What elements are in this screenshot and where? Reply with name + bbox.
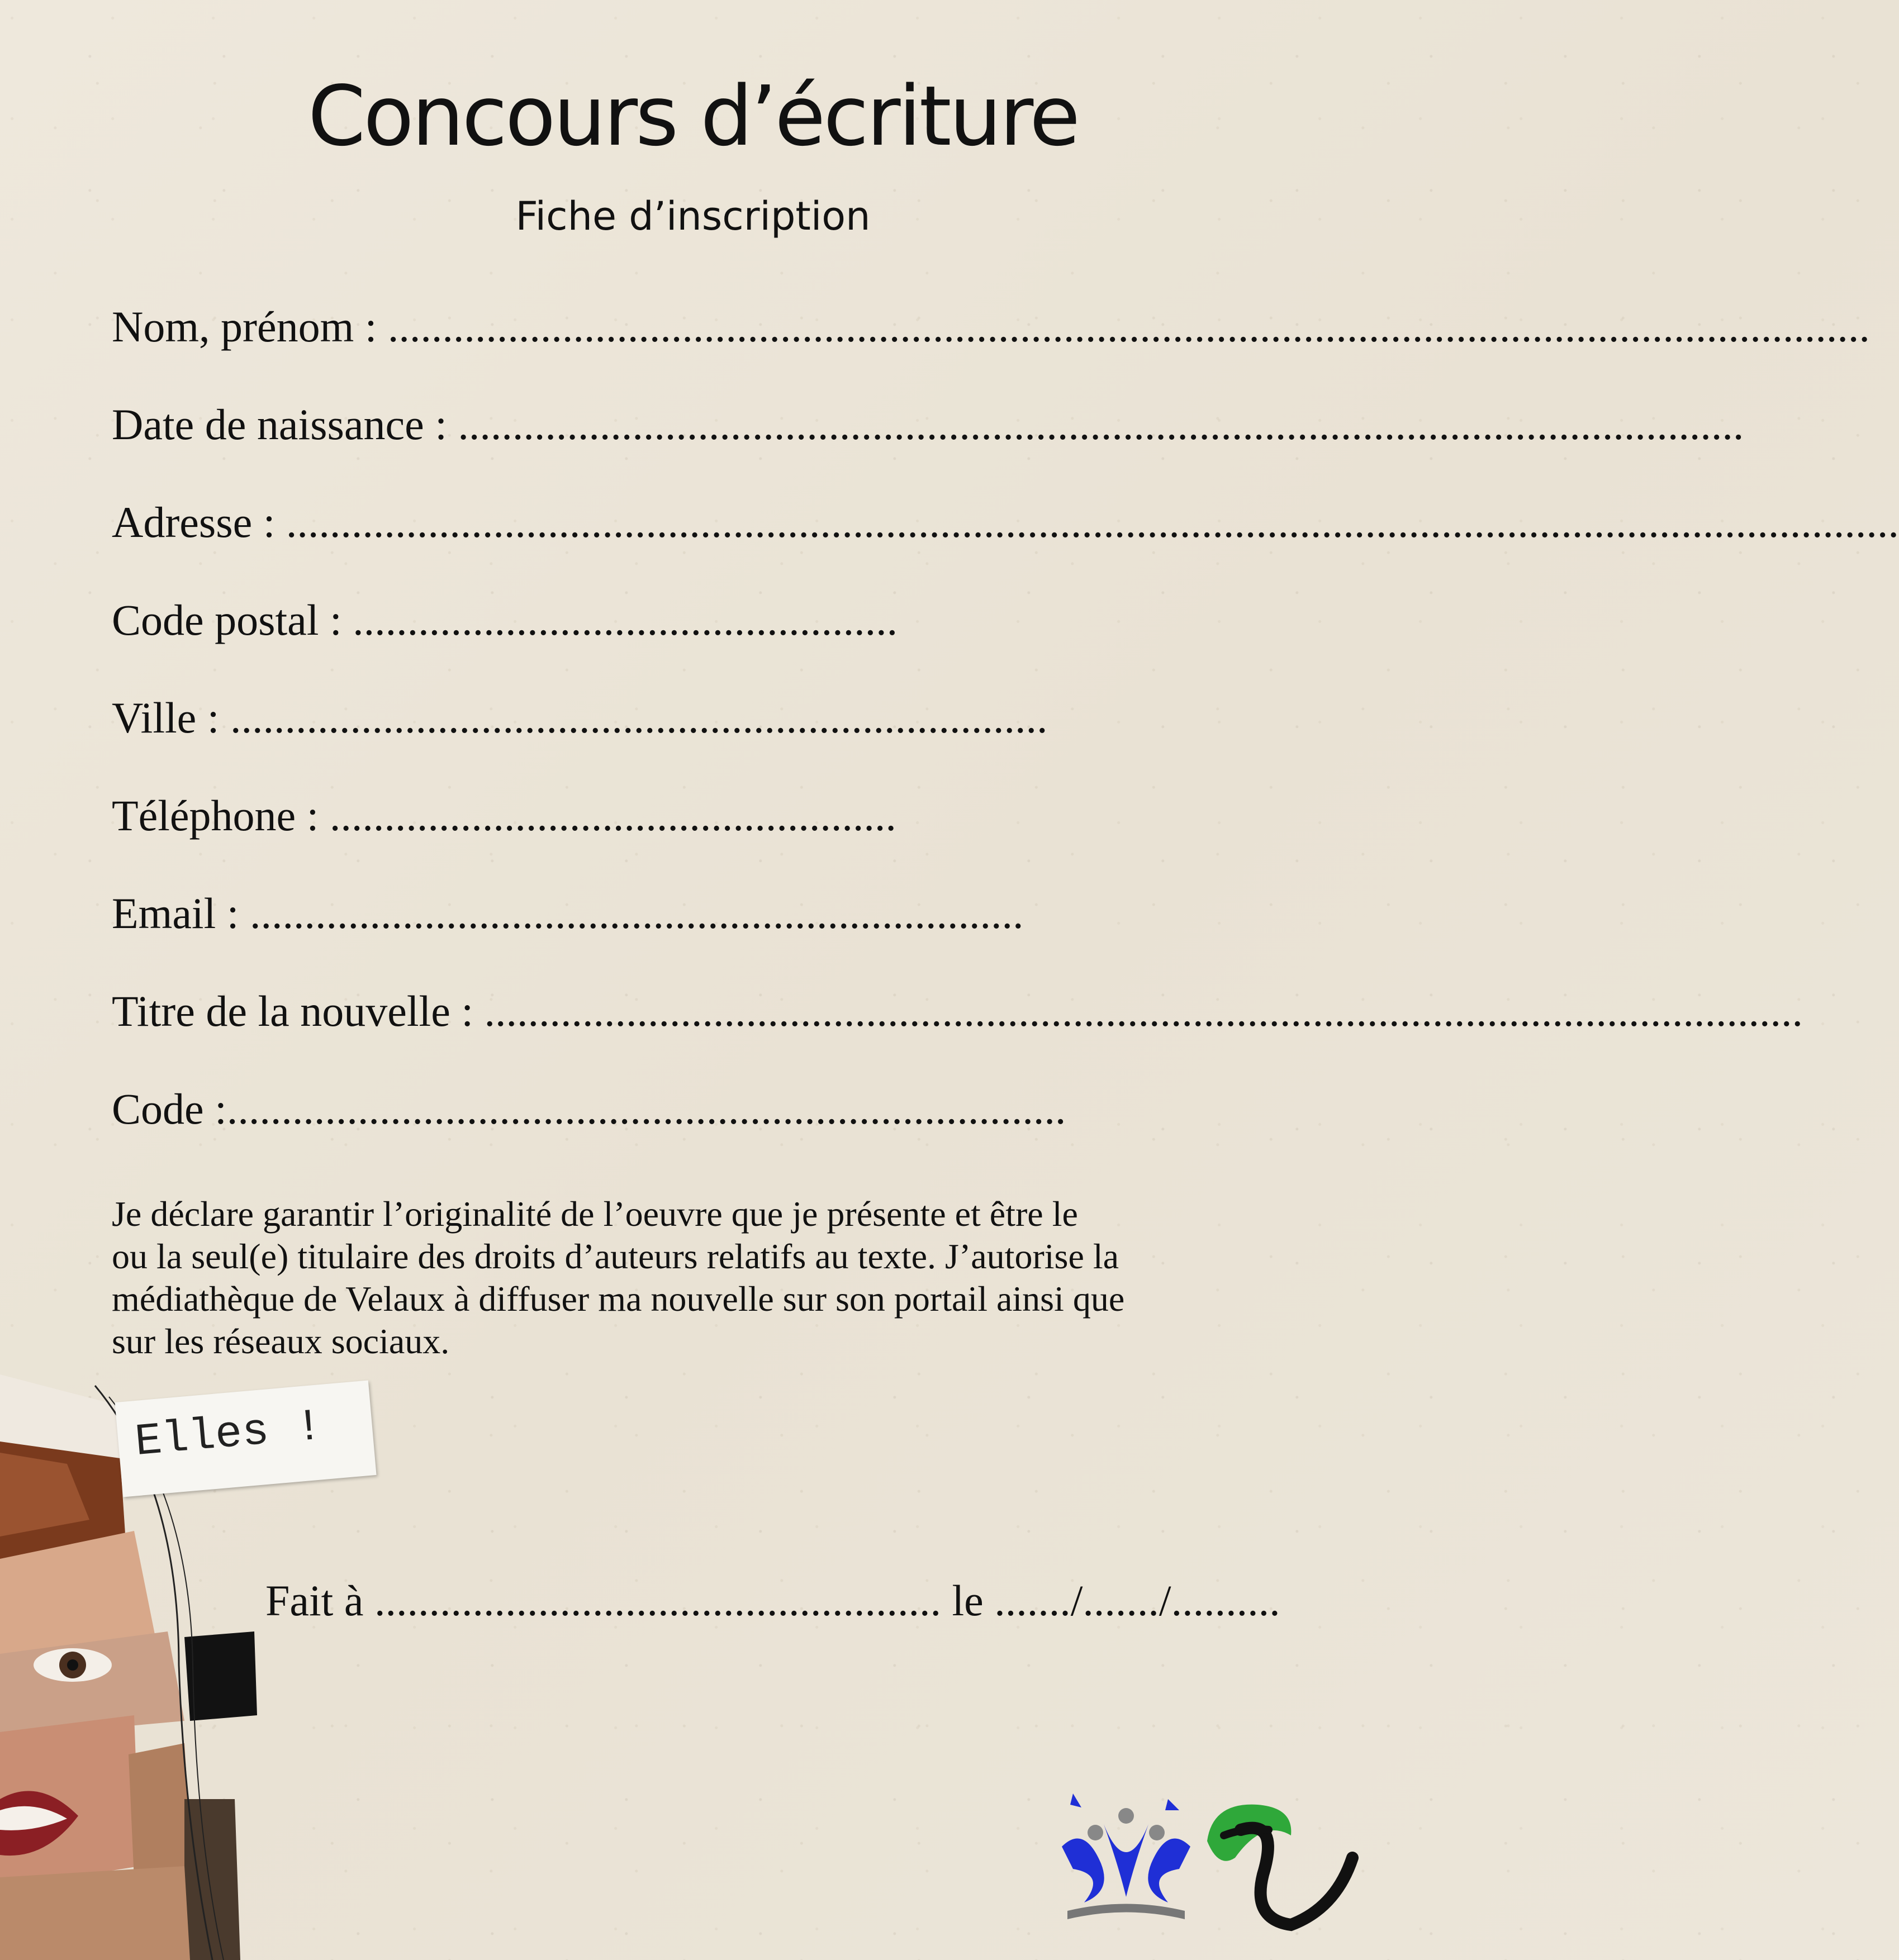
velaux-logo-icon (1196, 1796, 1358, 1942)
declaration-line: Je déclare garantir l’originalité de l’oeuvre que je présente et être le (112, 1194, 1078, 1234)
field-date-naissance[interactable]: Date de naissance : ...................................................................................................................... (112, 400, 1744, 449)
field-adresse[interactable]: Adresse : .................................................................................................................................................... (112, 498, 1899, 546)
signature-line[interactable]: Fait à .................................................... le ......./......./.......... (265, 1576, 1280, 1625)
declaration-line: médiathèque de Velaux à diffuser ma nouvelle sur son portail ainsi que (112, 1279, 1125, 1319)
field-ville[interactable]: Ville : ........................................................................... (112, 693, 1048, 742)
field-code[interactable]: Code :............................................................................. (112, 1084, 1066, 1133)
declaration-line: sur les réseaux sociaux. (112, 1321, 450, 1361)
page-subtitle: Fiche d’inscription (515, 193, 871, 239)
mediatheque-logo-icon (1051, 1785, 1202, 1925)
declaration-line: ou la seul(e) titulaire des droits d’auteurs relatifs au texte. J’autorise la (112, 1236, 1119, 1276)
field-titre-nouvelle[interactable]: Titre de la nouvelle : ......................................................................................................................... (112, 987, 1803, 1035)
field-code-postal[interactable]: Code postal : .................................................. (112, 596, 898, 644)
page-title: Concours d’écriture (307, 68, 1079, 164)
field-email[interactable]: Email : ....................................................................... (112, 889, 1024, 938)
field-nom-prenom[interactable]: Nom, prénom : ........................................................................................................................................ (112, 302, 1870, 351)
elles-note-text: Elles ! (132, 1401, 325, 1469)
declaration-text (112, 1193, 1313, 1363)
field-telephone[interactable]: Téléphone : .................................................... (112, 791, 896, 840)
